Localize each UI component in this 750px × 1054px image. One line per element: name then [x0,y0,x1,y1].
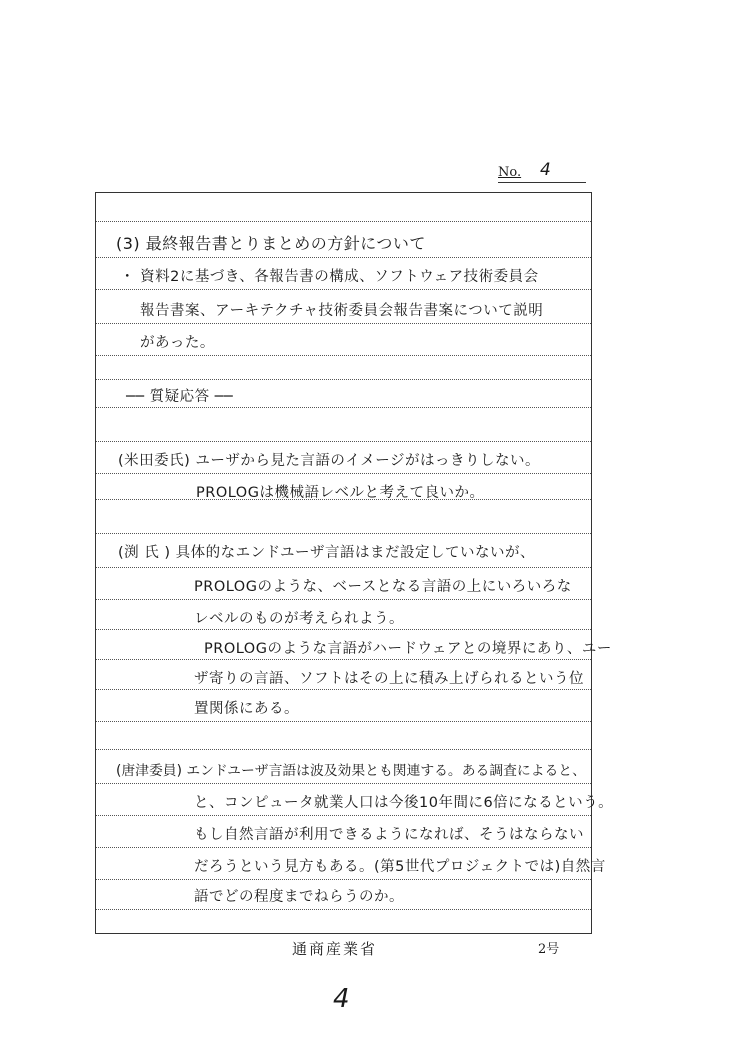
rule-line [96,815,591,816]
rule-line [96,221,591,222]
page-number: 4 [333,984,350,1014]
text-line-15: と、コンピュータ就業人口は今後10年間に6倍になるという。 [194,795,614,811]
text-line-18: 語でどの程度までねらうのか。 [194,889,404,905]
text-line-8: (渕 氏 ) 具体的なエンドユーザ言語はまだ設定していないが、 [118,545,536,561]
text-line-4: があった。 [140,335,215,351]
rule-line [96,909,591,910]
page-no-value: 4 [540,160,551,180]
rule-line [96,599,591,600]
text-line-5: ── 質疑応答 ── [126,389,234,405]
rule-line [96,567,591,568]
text-line-1: (3) 最終報告書とりまとめの方針について [116,234,426,253]
text-line-13: 置関係にある。 [194,701,299,717]
rule-line [96,289,591,290]
footer-form-number: 2号 [538,942,560,957]
rule-line [96,257,591,258]
rule-line [96,441,591,442]
text-line-11: PROLOGのような言語がハードウェアとの境界にあり、ユー [204,641,612,657]
page-no-label: No. [498,165,522,180]
rule-line [96,407,591,408]
footer-organization: 通商産業省 [292,940,378,958]
rule-line [96,473,591,474]
rule-line [96,323,591,324]
ruled-sheet [95,192,614,934]
rule-line [96,721,591,722]
rule-line [96,659,591,660]
text-line-7: PROLOGは機械語レベルと考えて良いか。 [196,485,485,501]
text-line-2: ・ 資料2に基づき、各報告書の構成、ソフトウェア技術委員会 [120,269,539,285]
rule-line [96,847,591,848]
rule-line [96,749,591,750]
rule-line [96,379,591,380]
text-line-17: だろうという見方もある。(第5世代プロジェクトでは)自然言 [194,859,606,875]
text-line-16: もし自然言語が利用できるようになれば、そうはならない [194,827,584,843]
text-line-6: (米田委氏) ユーザから見た言語のイメージがはっきりしない。 [118,453,540,469]
rule-line [96,689,591,690]
rule-line [96,879,591,880]
rule-line [96,783,591,784]
page-no-underline [498,182,586,183]
text-line-14: (唐津委員) エンドユーザ言語は波及効果とも関連する。ある調査によると、 [116,763,586,779]
rule-line [96,355,591,356]
text-line-10: レベルのものが考えられよう。 [194,611,404,627]
rule-line [96,533,591,534]
text-line-3: 報告書案、アーキテクチャ技術委員会報告書案について説明 [140,303,544,319]
text-line-9: PROLOGのような、ベースとなる言語の上にいろいろな [194,579,572,595]
rule-line [96,629,591,630]
text-line-12: ザ寄りの言語、ソフトはその上に積み上げられるという位 [194,671,584,687]
